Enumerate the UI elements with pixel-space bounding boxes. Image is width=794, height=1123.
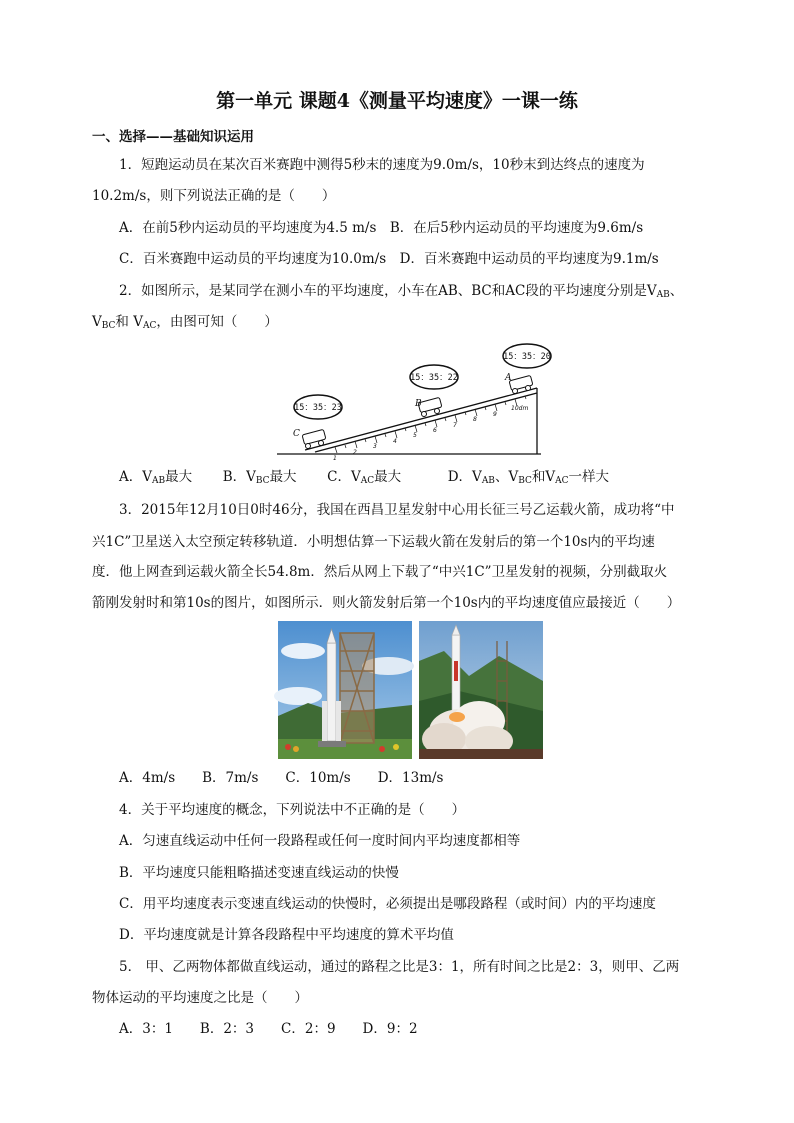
q4-option-d: D．平均速度就是计算各段路程中平均速度的算术平均值 (119, 927, 454, 943)
option-a (119, 469, 192, 485)
separator: 、 (494, 469, 509, 485)
q3-options: A．4m/s B．7m/s C．10m/s D．13m/s (119, 770, 444, 786)
q2-options (119, 468, 609, 490)
option-c (327, 469, 401, 485)
v-ac-sub: AC (555, 476, 569, 486)
label-b: B (415, 399, 422, 409)
option-b (223, 469, 297, 485)
rocket-launch-10s-photo (419, 621, 543, 759)
wheel (513, 389, 518, 394)
separator: 、 (669, 283, 684, 299)
wheel (422, 412, 427, 417)
ruler-label: 8 (473, 416, 477, 423)
v-ab-sub: AB (152, 476, 166, 486)
v-bc-sub: BC (255, 476, 270, 486)
ruler-label: 3 (373, 443, 377, 450)
q4-option-c: C．用平均速度表示变速直线运动的快慢时，必须提出是哪段路程（或时间）内的平均速度 (119, 896, 656, 912)
q1-options-ab: A．在前5秒内运动员的平均速度为4.5 m/s B．在后5秒内运动员的平均速度为9.6m/s (119, 220, 644, 236)
section-heading: 一、选择——基础知识运用 (92, 129, 254, 145)
v-ac-sub: AC (142, 321, 157, 331)
v-ab-sub: AB (656, 290, 670, 300)
incline-figure (275, 340, 551, 462)
stopwatch-a-time: 15：35：20 (503, 352, 551, 362)
v-symbol: V (508, 469, 519, 485)
wheel (319, 441, 324, 446)
q2-stem-tail: ，由图可知（ ） (156, 314, 278, 330)
v-bc-sub: BC (101, 321, 116, 331)
stopwatch-b-time: 15：35：22 (410, 373, 458, 383)
q3-line2: 兴1C”卫星送入太空预定转移轨道．小明想估算一下运载火箭在发射后的第一个10s内的平均速 (92, 534, 655, 550)
ruler-label: 2 (353, 449, 357, 456)
option-d-prefix: D．V (447, 469, 482, 485)
option-d (448, 469, 609, 485)
option-b-tail: 最大 (269, 469, 297, 485)
incline-slope (305, 388, 537, 450)
label-c: C (293, 429, 300, 439)
wheel (435, 409, 440, 414)
option-b-prefix: B．V (222, 469, 256, 485)
page-title: 第一单元 课题4《测量平均速度》一课一练 (216, 90, 578, 112)
ruler-label: 5 (413, 432, 417, 439)
q5-options: A．3：1 B．2：3 C．2：9 D．9：2 (119, 1021, 418, 1037)
q5-line2: 物体运动的平均速度之比是（ ） (92, 990, 308, 1006)
wheel (526, 386, 531, 391)
option-c-prefix: C．V (327, 469, 361, 485)
ruler-label: 7 (453, 422, 457, 429)
v-ac-sub: AC (360, 476, 375, 486)
q1-options-cd: C．百米赛跑中运动员的平均速度为10.0m/s D．百米赛跑中运动员的平均速度为9.1m/s (119, 251, 659, 267)
v-ab-sub: AB (481, 476, 495, 486)
ruler-label: 1 (333, 455, 337, 462)
q2-stem-line2 (92, 313, 278, 335)
q4-stem: 4．关于平均速度的概念，下列说法中不正确的是（ ） (119, 802, 466, 818)
q2-stem-line1 (119, 282, 683, 304)
option-a-prefix: A．V (119, 469, 152, 485)
wheel (306, 444, 311, 449)
q1-stem-line1: 1．短跑运动员在某次百米赛跑中测得5秒末的速度为9.0m/s，10秒末到达终点的速度为 (119, 157, 645, 173)
q4-option-a: A．匀速直线运动中任何一段路程或任何一度时间内平均速度都相等 (119, 833, 521, 849)
v-symbol: V (545, 469, 556, 485)
q5-line1: 5． 甲、乙两物体都做直线运动，通过的路程之比是3：1，所有时间之比是2：3，则甲、乙两 (119, 959, 680, 975)
label-a: A (505, 373, 512, 383)
q4-option-b: B．平均速度只能粗略描述变速直线运动的快慢 (119, 865, 399, 881)
and-text: 和 (115, 314, 129, 330)
v-bc-sub: BC (518, 476, 532, 486)
ruler-label: 9 (493, 411, 497, 418)
ruler-label: 4 (393, 438, 397, 445)
option-a-tail: 最大 (165, 469, 193, 485)
ruler-label: 10dm (511, 405, 529, 412)
q1-stem-line2: 10.2m/s，则下列说法正确的是（ ） (92, 188, 336, 204)
q3-line3: 度．他上网查到运载火箭全长54.8m．然后从网上下载了“中兴1C”卫星发射的视频，分别截取火 (92, 564, 668, 580)
ruler-label: 6 (433, 427, 437, 434)
and-text: 和 (531, 469, 546, 485)
v-symbol: V (92, 314, 102, 330)
q2-stem-text: 2．如图所示，是某同学在测小车的平均速度，小车在AB、BC和AC段的平均速度分别是V (119, 283, 657, 299)
stopwatch-c-time: 15：35：23 (294, 403, 342, 413)
option-c-tail: 最大 (374, 469, 402, 485)
option-d-tail: 一样大 (568, 469, 609, 485)
q3-line1: 3．2015年12月10日0时46分，我国在西昌卫星发射中心用长征三号乙运载火箭，成功将“中 (119, 502, 675, 518)
v-symbol: V (133, 314, 143, 330)
rocket-before-launch-photo (278, 621, 412, 759)
q3-line4: 箭刚发射时和第10s的图片，如图所示．则火箭发射后第一个10s内的平均速度值应最接近（ ） (92, 595, 681, 611)
